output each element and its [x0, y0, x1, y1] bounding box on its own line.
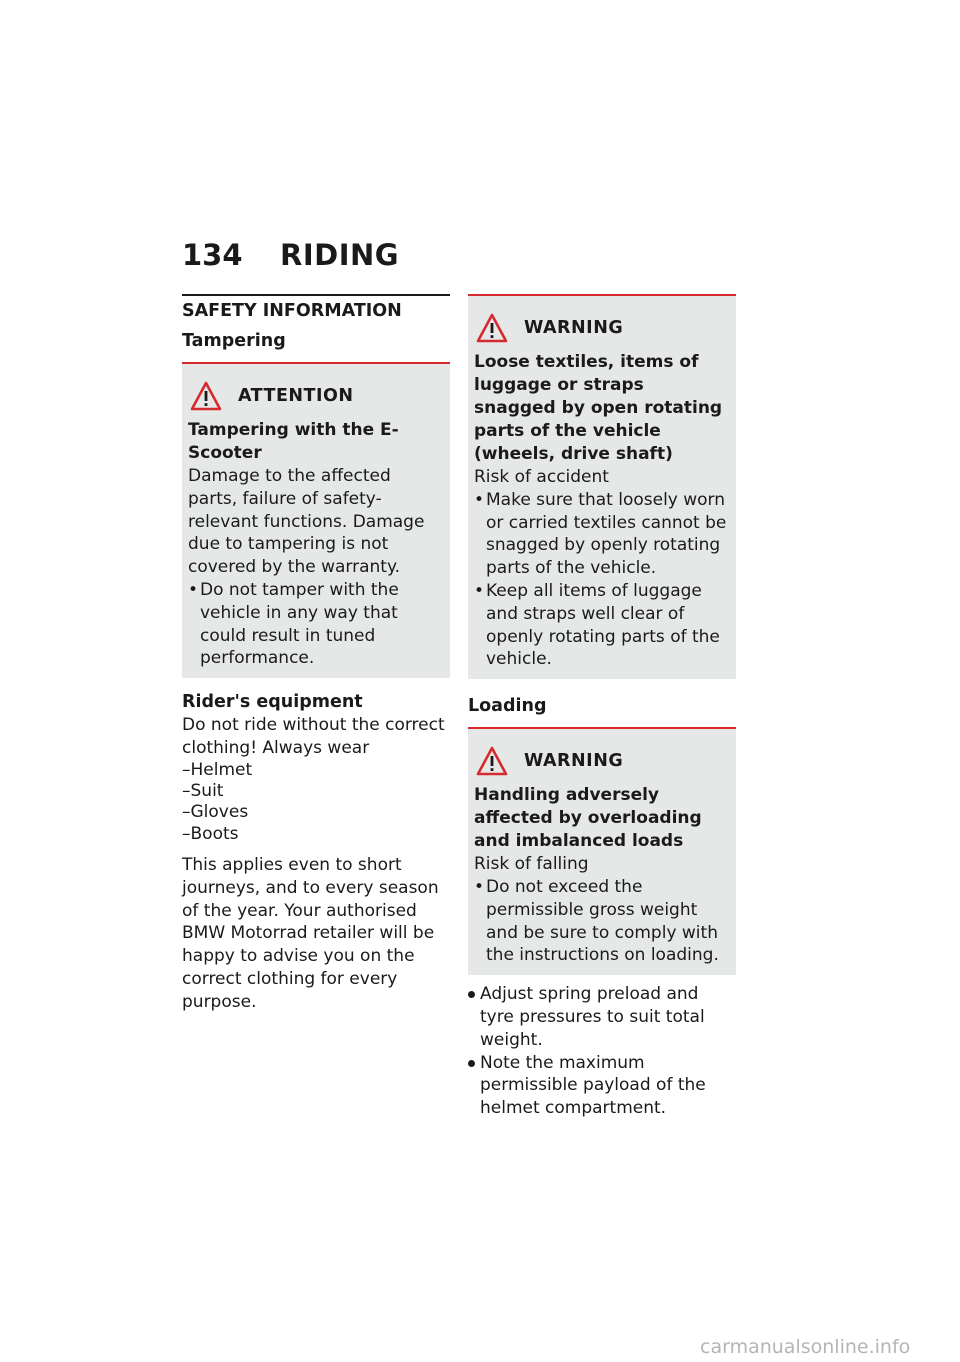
list-item: Note the maximum permissible payload of the helmet compartment.: [468, 1052, 736, 1120]
warning-text: Risk of accident: [474, 467, 609, 487]
right-column: [468, 294, 736, 1120]
page-header: [182, 238, 399, 272]
list-item: – Suit: [182, 781, 450, 802]
warning-label: WARNING: [524, 751, 624, 772]
list-item: – Helmet: [182, 760, 450, 781]
attention-bullets: [188, 579, 444, 670]
riders-equipment-heading: Rider's equipment: [182, 692, 363, 713]
attention-box: [182, 362, 450, 678]
riders-equipment-section: [182, 690, 450, 1013]
clothing-list: [182, 760, 450, 845]
list-item: • Keep all items of luggage and straps well clear of openly rotating parts of the vehicle.: [474, 580, 730, 671]
warning-box-header: [474, 745, 730, 777]
list-item: • Make sure that loosely worn or carried textiles cannot be snagged by openly rotating parts of the vehicle.: [474, 489, 730, 580]
warning-bullets: [474, 489, 730, 671]
warning-box-header: [474, 312, 730, 344]
warning-box-loading: [468, 727, 736, 975]
list-item: – Boots: [182, 824, 450, 845]
attention-box-header: [188, 380, 444, 412]
warning-box-textiles: [468, 294, 736, 679]
loading-steps: [468, 983, 736, 1120]
loading-section: [468, 694, 736, 1120]
attention-text: Damage to the affected parts, failure of safety-relevant functions. Damage due to tampering is not covered by the warranty.: [188, 466, 425, 578]
list-item: • Do not exceed the permissible gross weight and be sure to comply with the instructions on loading.: [474, 876, 730, 967]
list-item: Adjust spring preload and tyre pressures to suit total weight.: [468, 983, 736, 1051]
chapter-title: RIDING: [280, 238, 400, 272]
warning-triangle-icon: [190, 381, 222, 411]
warning-title: Loose textiles, items of luggage or straps snagged by open rotating parts of the vehicle (wheels, drive shaft): [474, 352, 723, 464]
warning-bullets: [474, 876, 730, 967]
warning-title: Handling adversely affected by overloading and imbalanced loads: [474, 785, 702, 852]
list-item: • Do not tamper with the vehicle in any way that could result in tuned performance.: [188, 579, 444, 670]
watermark: carmanualsonline.info: [700, 1336, 911, 1358]
warning-triangle-icon: [476, 313, 508, 343]
attention-label: ATTENTION: [238, 386, 354, 406]
riders-equipment-paragraph: This applies even to short journeys, and to every season of the year. Your authorised BMW Motorrad retailer will be happy to advise you on the correct clothing for every purpose.: [182, 854, 439, 1012]
tampering-heading: Tampering: [182, 331, 286, 351]
attention-title: Tampering with the E-Scooter: [188, 420, 399, 463]
warning-triangle-icon: [476, 746, 508, 776]
riders-equipment-intro: Do not ride without the correct clothing! Always wear: [182, 715, 445, 758]
warning-label: WARNING: [524, 318, 624, 338]
page-number: 134: [182, 238, 243, 272]
section-title: SAFETY INFORMATION: [182, 301, 402, 321]
list-item: – Gloves: [182, 802, 450, 823]
warning-text: Risk of falling: [474, 854, 589, 875]
left-column: [182, 294, 450, 1014]
section-rule: [182, 294, 450, 296]
loading-heading: Loading: [468, 696, 547, 717]
